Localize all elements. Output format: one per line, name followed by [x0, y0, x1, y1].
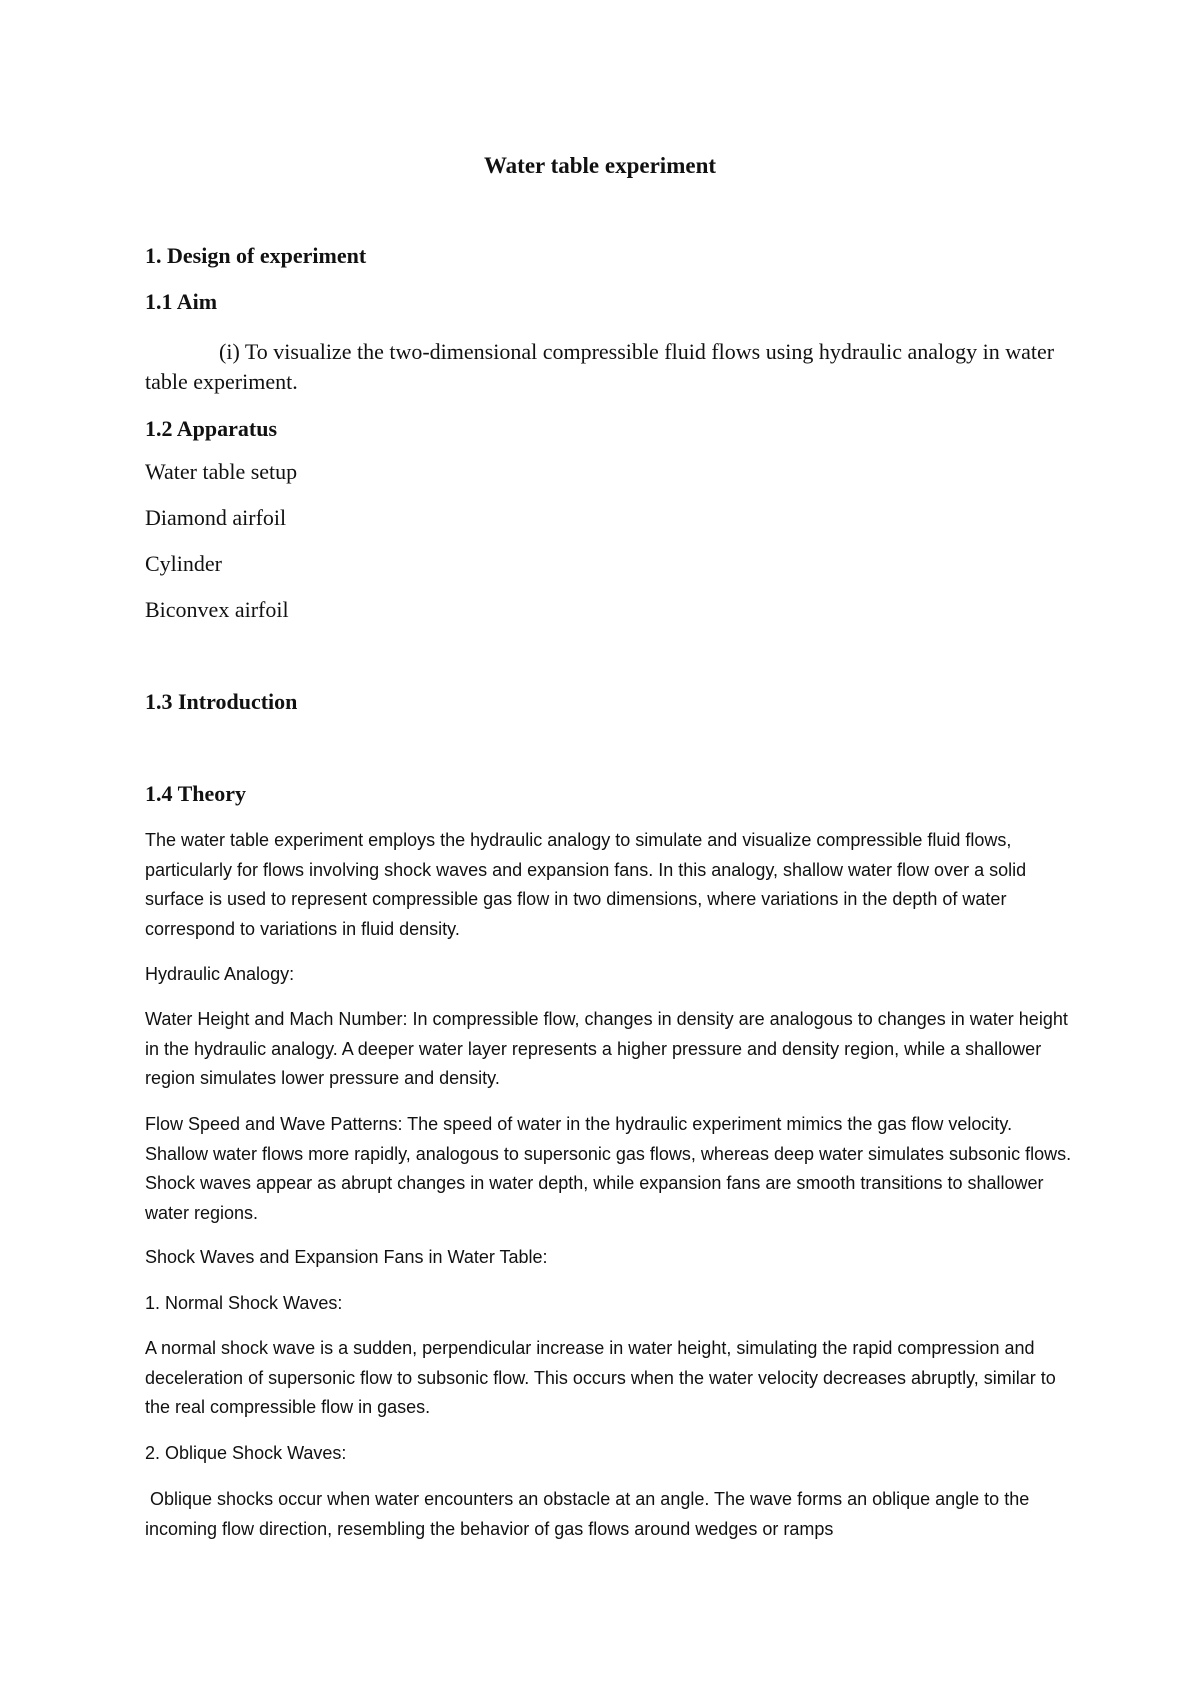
theory-subheading: 1. Normal Shock Waves: — [145, 1293, 343, 1313]
theory-paragraph: Flow Speed and Wave Patterns: The speed of water in the hydraulic experiment mimics the gas flow velocity. Shallow water flows more rapidly, analogous to supersonic gas flows, whereas deep water simulates subsonic flows. Shock waves appear as abrupt changes in water depth, while expansion fans are smooth transitions to shallower water regions. — [145, 1114, 1072, 1223]
aim-paragraph: (i) To visualize the two-dimensional compressible fluid flows using hydraulic analogy in water table experiment. — [145, 339, 1055, 394]
theory-subheading: Shock Waves and Expansion Fans in Water Table: — [145, 1247, 548, 1267]
apparatus-item: Diamond airfoil — [145, 505, 287, 530]
apparatus-item: Water table setup — [145, 459, 298, 484]
theory-paragraph: Oblique shocks occur when water encounters an obstacle at an angle. The wave forms an oblique angle to the incoming flow direction, resembling the behavior of gas flows around wedges or ramps — [145, 1489, 1035, 1539]
apparatus-item: Biconvex airfoil — [145, 597, 289, 622]
theory-paragraph: A normal shock wave is a sudden, perpendicular increase in water height, simulating the rapid compression and deceleration of supersonic flow to subsonic flow. This occurs when the water velocity decreases abruptly, similar to the real compressible flow in gases. — [145, 1338, 1056, 1417]
document-title: Water table experiment — [483, 153, 717, 178]
section-heading-aim: 1.1 Aim — [145, 289, 218, 314]
theory-subheading: 2. Oblique Shock Waves: — [145, 1443, 347, 1463]
apparatus-item: Cylinder — [145, 551, 222, 576]
section-heading-theory: 1.4 Theory — [145, 781, 247, 806]
section-heading-design: 1. Design of experiment — [145, 243, 367, 268]
theory-paragraph: Water Height and Mach Number: In compressible flow, changes in density are analogous to changes in water height in the hydraulic analogy. A deeper water layer represents a higher pressure and density region, while a shallower region simulates lower pressure and density. — [145, 1009, 1068, 1088]
section-heading-apparatus: 1.2 Apparatus — [145, 416, 278, 441]
section-heading-introduction: 1.3 Introduction — [145, 689, 298, 714]
theory-paragraph: The water table experiment employs the hydraulic analogy to simulate and visualize compressible fluid flows, particularly for flows involving shock waves and expansion fans. In this analogy, shallow water flow over a solid surface is used to represent compressible gas flow in two dimensions, where variations in the depth of water correspond to variations in fluid density. — [145, 830, 1027, 939]
theory-subheading: Hydraulic Analogy: — [145, 964, 295, 984]
